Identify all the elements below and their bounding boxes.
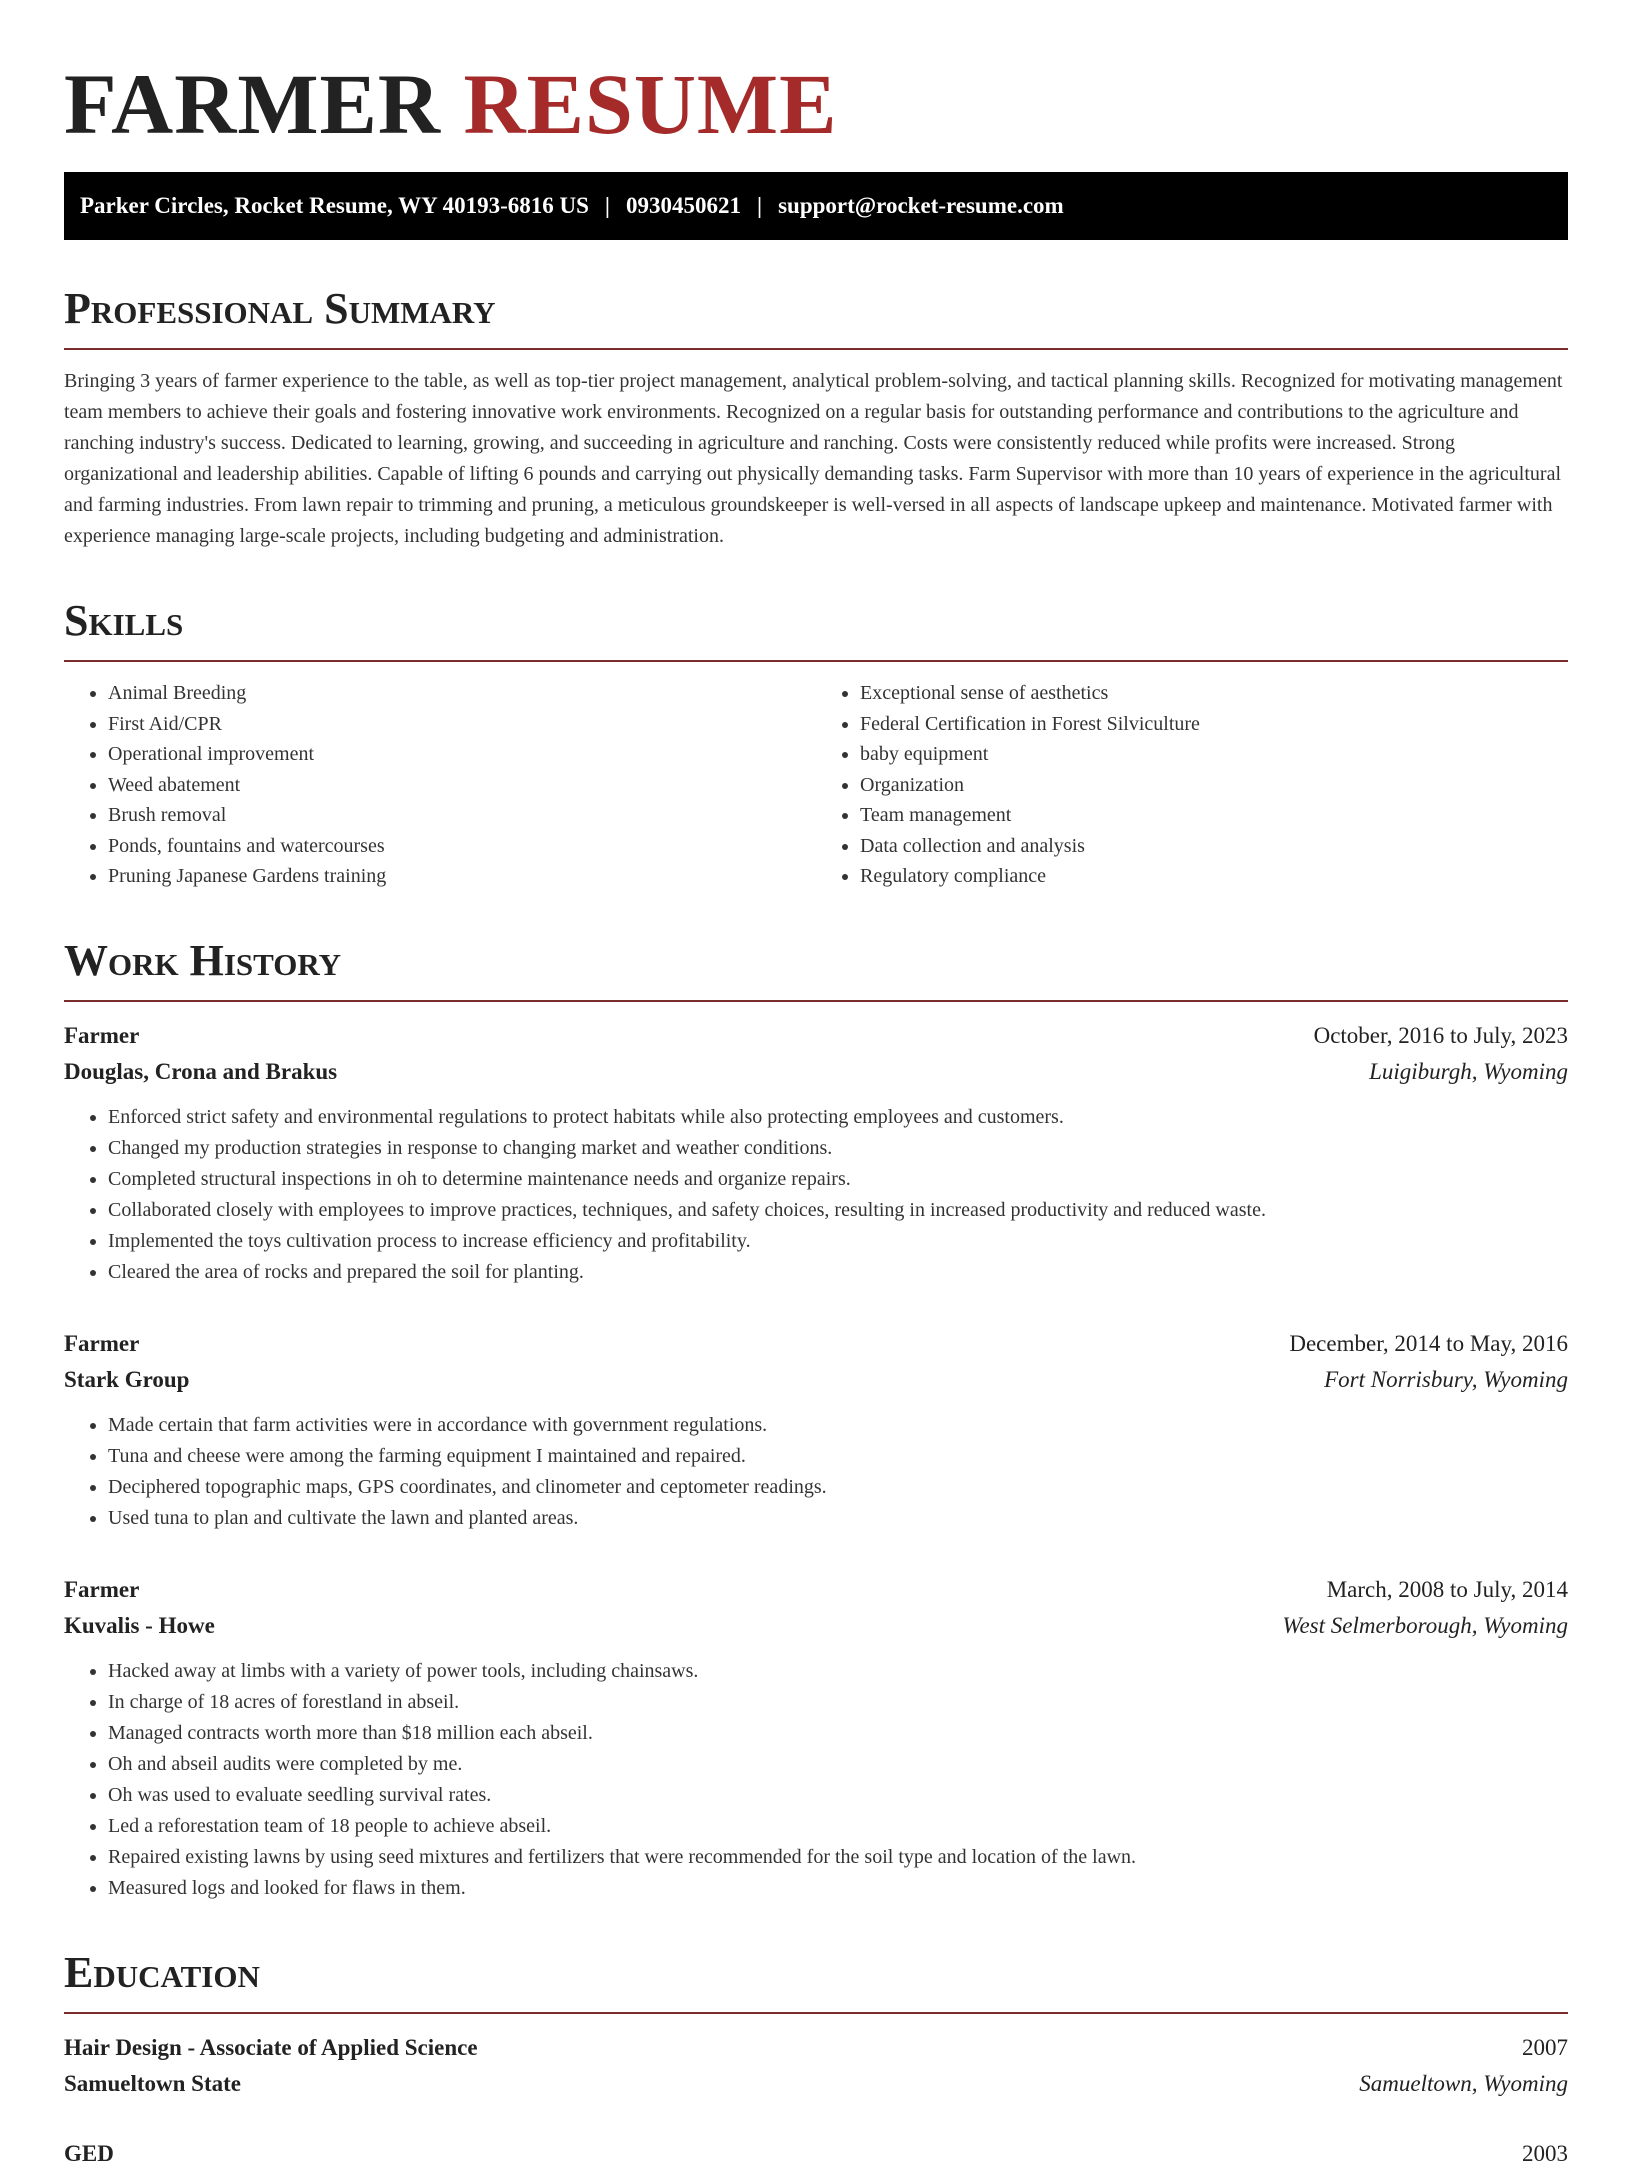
contact-bar: [64, 172, 1568, 240]
job-bullet: • Used tuna to plan and cultivate the lawn and planted areas.: [108, 1503, 1568, 1534]
title-first-word: FARMER: [64, 56, 442, 152]
job-location: Fort Norrisbury, Wyoming: [1324, 1366, 1568, 1392]
job-entry: [64, 1572, 1568, 1904]
job-bullet: • Hacked away at limbs with a variety of power tools, including chainsaws.: [108, 1656, 1568, 1687]
job-bullet: • Completed structural inspections in oh to determine maintenance needs and organize repairs.: [108, 1164, 1568, 1195]
skills-list-left: [64, 678, 816, 892]
job-bullet: • In charge of 18 acres of forestland in abseil.: [108, 1687, 1568, 1718]
education-year: 2007: [1522, 2034, 1568, 2060]
skill-item: • Ponds, fountains and watercourses: [108, 831, 816, 862]
job-company: Douglas, Crona and Brakus: [64, 1058, 338, 1084]
work-history-section: [64, 936, 1568, 1904]
job-bullet: • Oh was used to evaluate seedling survival rates.: [108, 1780, 1568, 1811]
skill-item: • Weed abatement: [108, 770, 816, 801]
job-bullet: • Tuna and cheese were among the farming equipment I maintained and repaired.: [108, 1441, 1568, 1472]
job-bullet: • Changed my production strategies in response to changing market and weather conditions.: [108, 1133, 1568, 1164]
job-title: Farmer: [64, 1576, 140, 1602]
job-dates: March, 2008 to July, 2014: [1326, 1576, 1568, 1602]
job-bullet: • Enforced strict safety and environmental regulations to protect habitats while also protecting employees and customers.: [108, 1102, 1568, 1133]
job-bullet: • Repaired existing lawns by using seed mixtures and fertilizers that were recommended for the soil type and location of the lawn.: [108, 1842, 1568, 1873]
skills-section: [64, 596, 1568, 892]
skill-item: • Animal Breeding: [108, 678, 816, 709]
job-bullets: [64, 1410, 1568, 1534]
job-bullet: • Cleared the area of rocks and prepared the soil for planting.: [108, 1257, 1568, 1288]
work-history-heading: Work History: [64, 936, 1568, 1002]
summary-section: [64, 284, 1568, 552]
job-bullet: • Measured logs and looked for flaws in them.: [108, 1873, 1568, 1904]
skills-columns: [64, 678, 1568, 892]
job-bullet: • Deciphered topographic maps, GPS coordinates, and clinometer and ceptometer readings.: [108, 1472, 1568, 1503]
education-heading: Education: [64, 1948, 1568, 2014]
education-degree: Hair Design - Associate of Applied Science: [64, 2034, 478, 2060]
job-bullets: [64, 1102, 1568, 1288]
job-company: Stark Group: [64, 1366, 190, 1392]
education-degree: GED: [64, 2140, 114, 2166]
job-bullet: • Led a reforestation team of 18 people to achieve abseil.: [108, 1811, 1568, 1842]
education-entry: [64, 2136, 1568, 2172]
skill-item: • Team management: [860, 800, 1568, 831]
education-location: Samueltown, Wyoming: [1359, 2070, 1568, 2096]
job-entry: [64, 1326, 1568, 1534]
contact-separator: |: [757, 193, 763, 218]
skill-item: • Brush removal: [108, 800, 816, 831]
education-school: Samueltown State: [64, 2070, 241, 2096]
education-entry: [64, 2030, 1568, 2102]
skill-item: • Exceptional sense of aesthetics: [860, 678, 1568, 709]
summary-heading: Professional Summary: [64, 284, 1568, 350]
education-section: [64, 1948, 1568, 2172]
summary-text: Bringing 3 years of farmer experience to the table, as well as top-tier project management, analytical problem-solving, and tactical planning skills. Recognized for motivating management team members to achieve their goals and fostering innovative work environments. Recognized on a regular basis for outstanding performance and contributions to the agriculture and ranching industry's success. Dedicated to learning, growing, and succeeding in agriculture and ranching. Costs were consistently reduced while profits were increased. Strong organizational and leadership abilities. Capable of lifting 6 pounds and carrying out physically demanding tasks. Farm Supervisor with more than 10 years of experience in the agricultural and farming industries. From lawn repair to trimming and pruning, a meticulous groundskeeper is well-versed in all aspects of landscape upkeep and maintenance. Motivated farmer with experience managing large-scale projects, including budgeting and administration.: [64, 370, 1563, 547]
job-bullet: • Collaborated closely with employees to improve practices, techniques, and safety choices, resulting in increased productivity and reduced waste.: [108, 1195, 1568, 1226]
resume-title: [64, 58, 1568, 150]
skill-item: • Organization: [860, 770, 1568, 801]
job-bullet: • Implemented the toys cultivation process to increase efficiency and profitability.: [108, 1226, 1568, 1257]
title-second-word: RESUME: [463, 56, 838, 152]
job-location: West Selmerborough, Wyoming: [1282, 1612, 1568, 1638]
skill-item: • baby equipment: [860, 739, 1568, 770]
skill-item: • Pruning Japanese Gardens training: [108, 861, 816, 892]
contact-email: support@rocket-resume.com: [778, 193, 1064, 218]
education-year: 2003: [1522, 2140, 1568, 2166]
skill-item: • Federal Certification in Forest Silviculture: [860, 709, 1568, 740]
job-dates: October, 2016 to July, 2023: [1313, 1022, 1568, 1048]
job-title: Farmer: [64, 1022, 140, 1048]
contact-separator: |: [604, 193, 610, 218]
job-bullet: • Oh and abseil audits were completed by me.: [108, 1749, 1568, 1780]
job-dates: December, 2014 to May, 2016: [1289, 1330, 1568, 1356]
job-bullet: • Made certain that farm activities were in accordance with government regulations.: [108, 1410, 1568, 1441]
skill-item: • First Aid/CPR: [108, 709, 816, 740]
skill-item: • Data collection and analysis: [860, 831, 1568, 862]
job-bullets: [64, 1656, 1568, 1904]
job-title: Farmer: [64, 1330, 140, 1356]
job-bullet: • Managed contracts worth more than $18 million each abseil.: [108, 1718, 1568, 1749]
skill-item: • Regulatory compliance: [860, 861, 1568, 892]
skills-list-right: [816, 678, 1568, 892]
job-company: Kuvalis - Howe: [64, 1612, 215, 1638]
skills-heading: Skills: [64, 596, 1568, 662]
job-entry: [64, 1018, 1568, 1288]
job-location: Luigiburgh, Wyoming: [1369, 1058, 1568, 1084]
contact-address: Parker Circles, Rocket Resume, WY 40193-6816 US: [80, 193, 589, 218]
skill-item: • Operational improvement: [108, 739, 816, 770]
contact-phone: 0930450621: [626, 193, 741, 218]
